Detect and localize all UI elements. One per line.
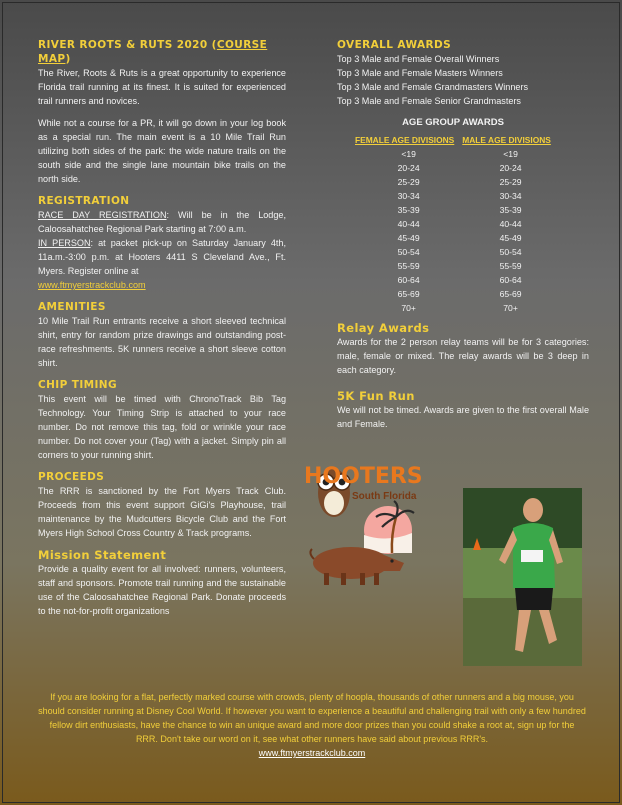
mission-text: Provide a quality event for all involved: runners, volunteers, staff and sponsors. Promote trail running and the sustainable use of the Caloosahatchee Regional Park. Donate proceeds to the not-for-profit organizations bbox=[38, 564, 286, 616]
in-person-label: IN PERSON bbox=[38, 238, 91, 248]
overall-award-item: Top 3 Male and Female Masters Winners bbox=[337, 68, 503, 78]
male-divisions-header: MALE AGE DIVISIONS bbox=[462, 135, 551, 145]
overall-awards-list bbox=[337, 52, 589, 108]
fun-run-text: We will not be timed. Awards are given to the first overall Male and Female. bbox=[337, 405, 589, 429]
female-division: 25-29 bbox=[397, 177, 420, 187]
male-division: 55-59 bbox=[499, 261, 522, 271]
event-title-text: RIVER ROOTS & RUTS 2020 ( bbox=[38, 39, 217, 51]
hooters-brand: HOOTERS bbox=[304, 464, 423, 489]
race-day-label: RACE DAY REGISTRATION bbox=[38, 210, 167, 220]
overall-awards-heading: OVERALL AWARDS bbox=[337, 39, 452, 51]
left-column bbox=[38, 38, 286, 618]
male-division: 45-49 bbox=[499, 233, 522, 243]
female-division: 55-59 bbox=[397, 261, 420, 271]
male-division: 20-24 bbox=[499, 163, 522, 173]
division-row bbox=[355, 147, 559, 161]
event-title bbox=[38, 38, 286, 66]
intro-paragraph: The River, Roots & Ruts is a great opportunity to experience Florida trail running at its finest. It is suited for experienced trail runners and novices. bbox=[38, 68, 286, 106]
overall-award-item: Top 3 Male and Female Senior Grandmasters bbox=[337, 96, 521, 106]
intro-paragraph-2: While not a course for a PR, it will go down in your log book as a special run. The main event is a 10 Mile Trail Run utilizing both sides of the park: the wide nature trails on the south side and the single lane mountain bike trails on the north side. bbox=[38, 118, 286, 184]
female-division: 45-49 bbox=[397, 233, 420, 243]
amenities-text: 10 Mile Trail Run entrants receive a short sleeved technical shirt, entry for random prize drawings and outstanding post-race refreshments. 5K runners receive a short sleeve cotton shirt. bbox=[38, 316, 286, 368]
relay-awards-heading: Relay Awards bbox=[337, 321, 430, 335]
chip-timing-text: This event will be timed with ChronoTrack Bib Tag Technology. Your Timing Strip is attached to your race number. Do not remove this tag, fold or wrinkle your race number. Do not cover your (Tag) with a jacket. Simply pin all corners to your running shirt. bbox=[38, 394, 286, 460]
division-row bbox=[355, 203, 559, 217]
registration-heading: REGISTRATION bbox=[38, 195, 130, 207]
age-division-table bbox=[355, 133, 559, 315]
runner-photo bbox=[463, 488, 582, 666]
female-division: 40-44 bbox=[397, 219, 420, 229]
mission-heading: Mission Statement bbox=[38, 548, 167, 562]
proceeds-heading: PROCEEDS bbox=[38, 471, 105, 483]
division-row bbox=[355, 273, 559, 287]
register-link-line bbox=[38, 278, 286, 292]
hooters-logo bbox=[296, 455, 426, 590]
division-row bbox=[355, 161, 559, 175]
female-division: 20-24 bbox=[397, 163, 420, 173]
event-title-close: ) bbox=[65, 53, 71, 65]
bottom-site-link[interactable]: www.ftmyerstrackclub.com bbox=[258, 748, 366, 758]
relay-awards-text: Awards for the 2 person relay teams will be for 3 categories: male, female or mixed. The relay awards will be 3 deep in each category. bbox=[337, 337, 589, 375]
division-row bbox=[355, 259, 559, 273]
division-row bbox=[355, 301, 559, 315]
bottom-promo-text: If you are looking for a flat, perfectly marked course with crowds, plenty of hoopla, thousands of other runners and a big mouse, you should consider running at Disney Cool World. If however you want to experience a beautiful and challenging trail with only a few hundred fellow dirt enthusiasts, have the chance to win an unique award and more door prizes than you could shake a root at, sign up for the RRR. Don't take our word on it, see what other runners have said about previous RRR's. bbox=[38, 692, 586, 744]
male-division: 60-64 bbox=[499, 275, 522, 285]
division-row bbox=[355, 175, 559, 189]
in-person-registration bbox=[38, 236, 286, 278]
overall-award-item: Top 3 Male and Female Grandmasters Winners bbox=[337, 82, 529, 92]
right-column bbox=[337, 38, 589, 431]
female-division: 65-69 bbox=[397, 289, 420, 299]
bottom-promo bbox=[38, 690, 586, 760]
male-division: 25-29 bbox=[499, 177, 522, 187]
male-division: 50-54 bbox=[499, 247, 522, 257]
fun-run-heading: 5K Fun Run bbox=[337, 389, 415, 403]
male-division: 65-69 bbox=[499, 289, 522, 299]
in-person-text: : at packet pick-up on Saturday January 4th, 11a.m.-3:00 p.m. at Hooters 4411 S Cleveland Ave., Ft. Myers. Register online at bbox=[38, 238, 286, 276]
hooters-region: South Florida bbox=[352, 491, 417, 502]
male-division: 40-44 bbox=[499, 219, 522, 229]
overall-award-item: Top 3 Male and Female Overall Winners bbox=[337, 54, 500, 64]
division-row bbox=[355, 231, 559, 245]
male-division: 70+ bbox=[503, 303, 518, 313]
amenities-heading: AMENITIES bbox=[38, 301, 106, 313]
male-division: <19 bbox=[503, 149, 518, 159]
female-division: <19 bbox=[401, 149, 416, 159]
race-day-text: : Will be in the Lodge, Caloosahatchee Regional Park starting at 7:00 a.m. bbox=[38, 210, 287, 234]
register-link[interactable]: www.ftmyerstrackclub.com bbox=[38, 280, 146, 290]
male-division: 30-34 bbox=[499, 191, 522, 201]
course-map-link[interactable]: COURSE MAP bbox=[38, 39, 268, 65]
female-division: 50-54 bbox=[397, 247, 420, 257]
race-day-registration bbox=[38, 208, 286, 236]
chip-timing-heading: CHIP TIMING bbox=[38, 379, 117, 391]
division-row bbox=[355, 245, 559, 259]
division-row bbox=[355, 189, 559, 203]
female-division: 70+ bbox=[401, 303, 416, 313]
age-group-title: AGE GROUP AWARDS bbox=[402, 117, 504, 128]
female-divisions-header: FEMALE AGE DIVISIONS bbox=[355, 135, 455, 145]
female-division: 30-34 bbox=[397, 191, 420, 201]
division-row bbox=[355, 287, 559, 301]
female-division: 60-64 bbox=[397, 275, 420, 285]
proceeds-text: The RRR is sanctioned by the Fort Myers Track Club. Proceeds from this event support GiGi's Playhouse, trail maintenance by the Mudcutters Bicycle Club and the Fort Myers High School Cross Country & Track programs. bbox=[38, 486, 286, 538]
female-division: 35-39 bbox=[397, 205, 420, 215]
male-division: 35-39 bbox=[499, 205, 522, 215]
division-row bbox=[355, 217, 559, 231]
